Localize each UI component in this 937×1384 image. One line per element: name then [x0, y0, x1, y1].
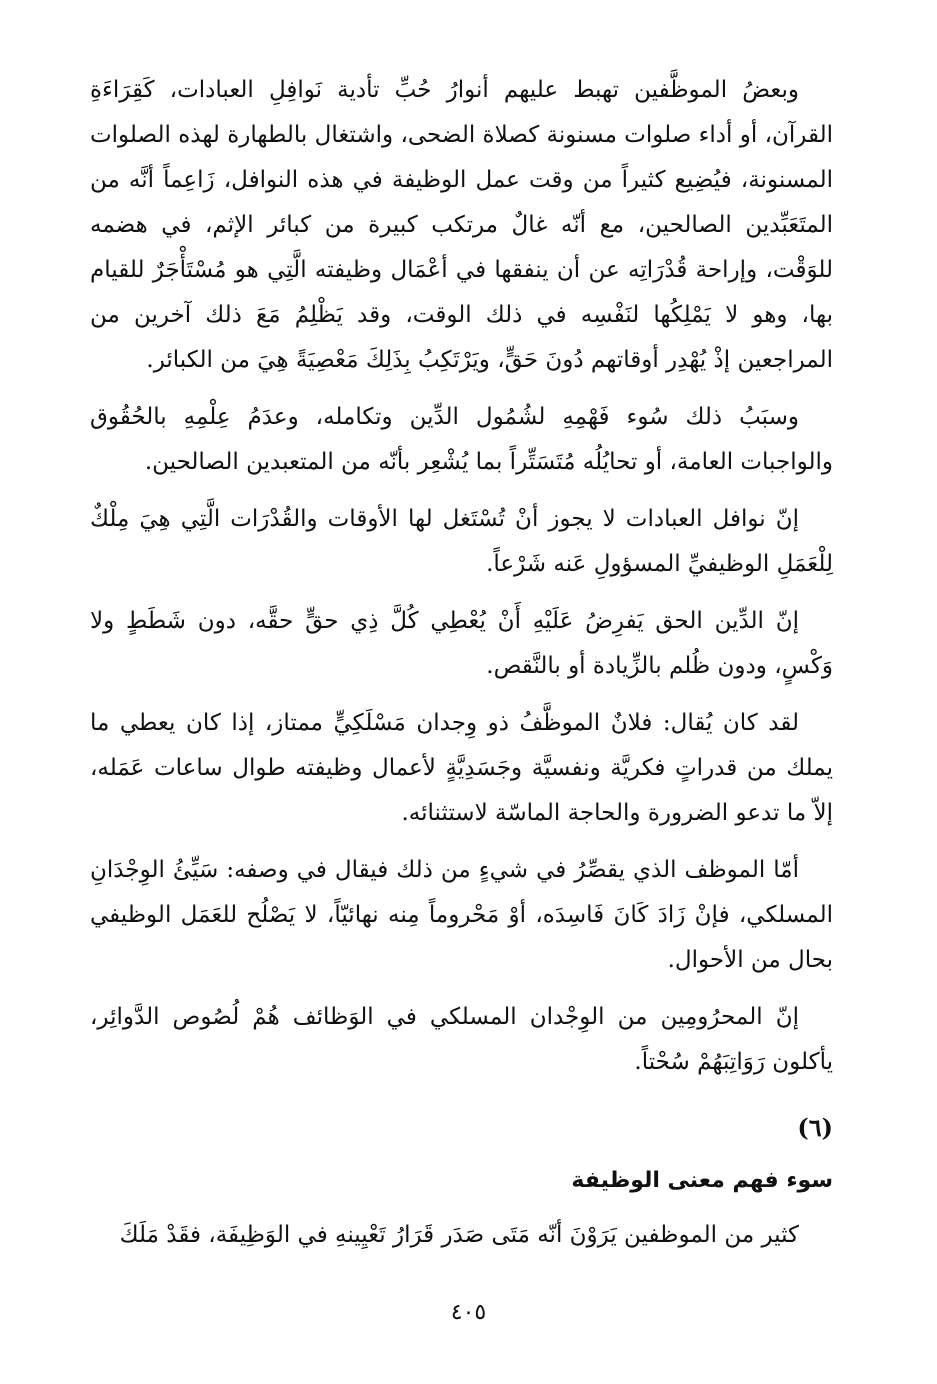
paragraph-1: وبعضُ الموظَّفين تهبط عليهم أنوارُ حُبِّ تأدية نَوافِلِ العبادات، كَقِرَاءَةِ القرآن، أو أداء صلوات مسنونة كصلاة الضحى، واشتغال بالطهارة لهذه الصلوات المسنونة، فيُضِيع كثيراً من وقت عمل الوظيفة في هذه النوافل، زَاعِماً أنَّه من المتَعَبِّدين الصالحين، مع أنّه غالٌ مرتكب كبيرة من كبائر الإثم، في هضمه للوَقْت، وإراحة قُدْرَاتِه عن أن ينفقها في أعْمَال وظيفته الَّتِي هو مُسْتَأْجَرٌ للقيام بها، وهو لا يَمْلِكُها لنَفْسِه في ذلك الوقت، وقد يَظْلِمُ مَعَ ذلك آخرين من المراجعين إذْ يُهْدِر أوقاتهم دُونَ حَقٍّ، ويَرْتَكِبُ بِذَلِكَ مَعْصِيَةً هِيَ من الكبائر.: [90, 77, 833, 373]
chapter-number: (٦): [797, 1113, 833, 1142]
paragraph-6: أمّا الموظف الذي يقصِّرُ في شيءٍ من ذلك فيقال في وصفه: سَيِّئُ الوِجْدَانِ المسلكي، فإنْ زَادَ كَانَ فَاسِدَه، أوْ مَحْروماً مِنه نهائيّاً، لا يَصْلُح للعَمَل الوظيفي بحال من الأحوال.: [90, 857, 833, 973]
paragraph-closing: كثير من الموظفين يَرَوْنَ أنّه مَتَى صَدَر قَرَارُ تَعْيِينهِ في الوَظِيفَة، فقَدْ مَلَكَ: [119, 1222, 799, 1248]
paragraph-4: إنّ الدِّين الحق يَفرِضُ عَلَيْهِ أَنْ يُعْطِي كُلَّ ذِي حقٍّ حقَّه، دون شَطَطٍ ولا وَكْسٍ، ودون ظُلم بالزِّيادة أو بالنَّقص.: [90, 608, 833, 679]
paragraph-7: إنّ المحرُومِين من الوِجْدان المسلكي في الوَظائف هُمْ لُصُوص الدَّوائِر، يأكلون رَوَاتِبَهُمْ سُحْتاً.: [90, 1004, 833, 1075]
paragraph-3: إنّ نوافل العبادات لا يجوز أنْ تُسْتَغل لها الأوقات والقُدْرَات الَّتِي هِيَ مِلْكٌ لِلْعَمَلِ الوظيفيِّ المسؤولِ عَنه شَرْعاً.: [90, 506, 833, 577]
body-text: [90, 68, 833, 1270]
paragraph-5: لقد كان يُقال: فلانٌ الموظَّفُ ذو وِجدان مَسْلَكِيٍّ ممتاز، إذا كان يعطي ما يملك من قدراتٍ فكريَّة ونفسيَّة وجَسَدِيَّةٍ لأعمال وظيفته طوال ساعات عَمَله، إلاّ ما تدعو الضرورة والحاجة الماسّة لاستثنائه.: [90, 710, 833, 826]
paragraph-2: وسبَبُ ذلك سُوء فَهْمِهِ لشُمُول الدِّين وتكامله، وعدَمُ عِلْمِهِ بالحُقُوق والواجبات العامة، أو تحايُلُه مُتَسَتِّراً بما يُشْعِر بأنّه من المتعبدين الصالحين.: [90, 404, 833, 475]
section-heading: سوء فهم معنى الوظيفة: [571, 1168, 833, 1193]
page-number: ٤٠٥: [450, 1300, 487, 1325]
